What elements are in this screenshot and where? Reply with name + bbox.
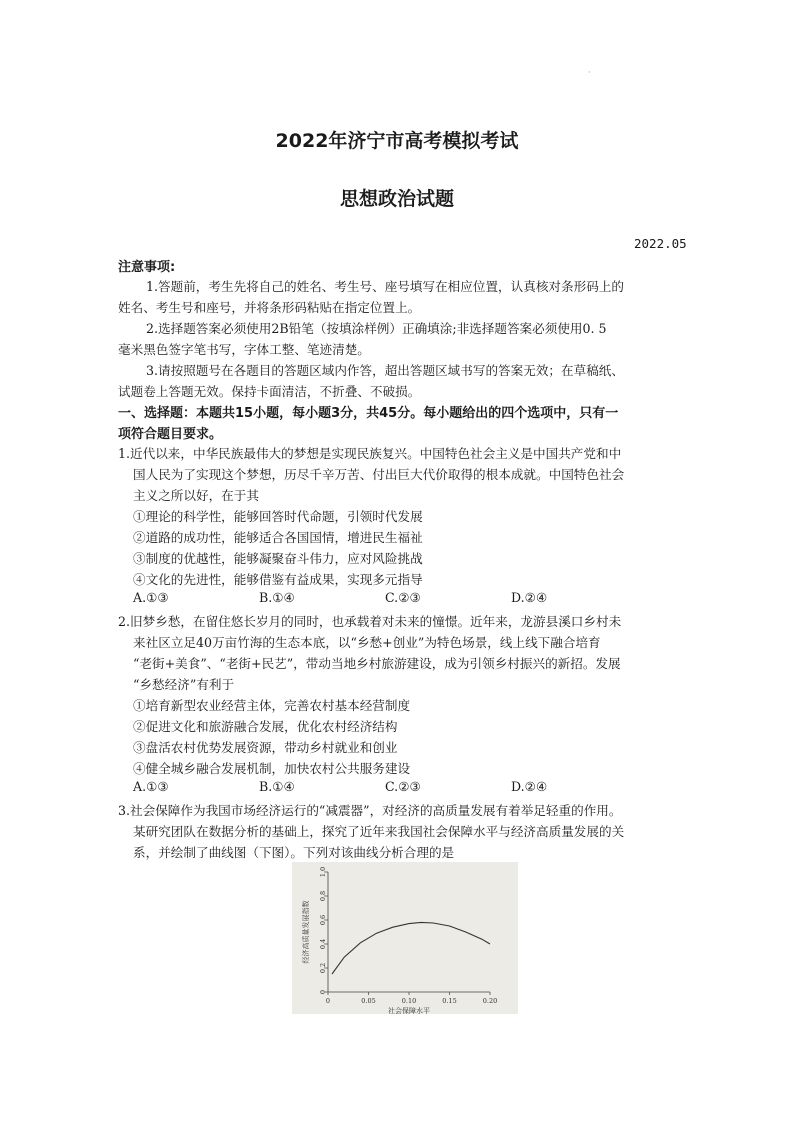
q1-item: ①理论的科学性，能够回答时代命题，引领时代发展 (133, 509, 423, 524)
y-tick-label: 0.8 (319, 890, 327, 902)
y-tick-label: 0.4 (319, 938, 327, 950)
y-tick-label: 1.0 (319, 866, 327, 878)
q1-option-a: A.①③ (133, 590, 169, 605)
x-tick-label: 0.10 (401, 997, 417, 1005)
q1-option-d: D.②④ (511, 590, 548, 605)
notice-line: 3.请按照题号在各题目的答题区域内作答，超出答题区域书写的答案无效；在草稿纸、 (146, 363, 624, 378)
x-tick-label: 0.05 (361, 997, 376, 1005)
series-line (332, 922, 490, 974)
q2-stem: 来社区立足40万亩竹海的生态本底，以“乡愁+创业”为特色场景，线上线下融合培育 (133, 635, 601, 650)
section-heading: 一、选择题：本题共15小题，每小题3分，共45分。每小题给出的四个选项中，只有一 (118, 406, 619, 421)
q2-item: ①培育新型农业经营主体，完善农村基本经营制度 (133, 698, 411, 713)
exam-subtitle: 思想政治试题 (339, 188, 454, 210)
q2-stem: 2.旧梦乡愁，在留住悠长岁月的同时，也承载着对未来的憧憬。近年来，龙游县溪口乡村未 (118, 614, 622, 629)
x-axis-label: 社会保障水平 (388, 1007, 430, 1014)
x-tick-label: 0.20 (482, 997, 498, 1005)
q1-stem: 国人民为了实现这个梦想，历尽千辛万苦、付出巨大代价取得的根本成就。中国特色社会 (133, 467, 625, 482)
q1-item: ④文化的先进性，能够借鉴有益成果，实现多元指导 (133, 572, 423, 587)
page-mark: · (588, 68, 591, 77)
notice-heading: 注意事项: (118, 260, 176, 275)
q2-item: ④健全城乡融合发展机制，加快农村公共服务建设 (133, 761, 411, 776)
notice-line: 试题卷上答题无效。保持卡面清洁，不折叠、不破损。 (118, 384, 421, 399)
x-tick-label: 0.15 (442, 997, 457, 1005)
q3-stem: 系，并绘制了曲线图（下图）。下列对该曲线分析合理的是 (133, 845, 455, 860)
notice-line: 毫米黑色签字笔书写，字体工整、笔迹清楚。 (118, 342, 370, 357)
q2-stem: “乡愁经济”有利于 (133, 677, 235, 692)
notice-line: 2.选择题答案必须使用2B铅笔（按填涂样例）正确填涂;非选择题答案必须使用0. 5 (146, 321, 607, 336)
q3-stem: 3.社会保障作为我国市场经济运行的“减震器”，对经济的高质量发展有着举足轻重的作用。 (118, 803, 622, 818)
notice-line: 1.答题前，考生先将自己的姓名、考生号、座号填写在相应位置，认真核对条形码上的 (146, 279, 624, 294)
q2-item: ②促进文化和旅游融合发展，优化农村经济结构 (133, 719, 398, 734)
q2-option-c: C.②③ (385, 779, 421, 794)
q1-option-b: B.①④ (259, 590, 295, 605)
y-axis-label: 经济高质量发展指数 (302, 900, 310, 964)
q1-item: ③制度的优越性，能够凝聚奋斗伟力，应对风险挑战 (133, 551, 423, 566)
q1-item: ②道路的成功性，能够适合各国国情，增进民生福祉 (133, 530, 423, 545)
y-tick-label: 0.2 (319, 962, 327, 974)
y-tick-label: 0 (319, 989, 327, 995)
q1-stem: 主义之所以好，在于其 (133, 488, 259, 503)
x-tick-label: 0 (325, 997, 331, 1005)
exam-title: 2022年济宁市高考模拟考试 (275, 130, 519, 152)
q2-option-d: D.②④ (511, 779, 548, 794)
exam-date: 2022.05 (634, 236, 687, 251)
q3-chart-svg (292, 862, 518, 1014)
q1-stem: 1.近代以来，中华民族最伟大的梦想是实现民族复兴。中国特色社会主义是中国共产党和中 (118, 446, 622, 461)
q2-option-a: A.①③ (133, 779, 169, 794)
q3-stem: 某研究团队在数据分析的基础上，探究了近年来我国社会保障水平与经济高质量发展的关 (133, 824, 625, 839)
q1-option-c: C.②③ (385, 590, 421, 605)
section-heading-cont: 项符合题目要求。 (118, 427, 223, 442)
q2-option-b: B.①④ (259, 779, 295, 794)
q2-stem: “老街+美食”、“老街+民艺”，带动当地乡村旅游建设，成为引领乡村振兴的新招。发展 (133, 656, 621, 671)
y-tick-label: 0.6 (319, 914, 327, 926)
notice-line: 姓名、考生号和座号，并将条形码粘贴在指定位置上。 (118, 300, 421, 315)
q2-item: ③盘活农村优势发展资源，带动乡村就业和创业 (133, 740, 398, 755)
q3-chart (292, 862, 518, 1014)
